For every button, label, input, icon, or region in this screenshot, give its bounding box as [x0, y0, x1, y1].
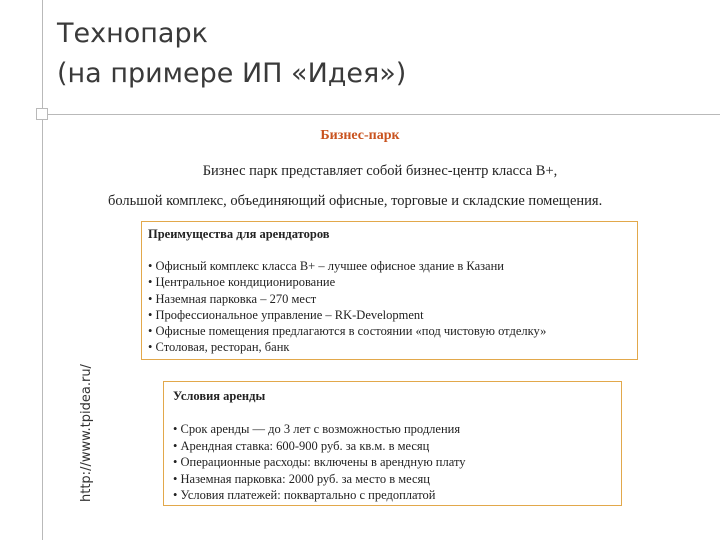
- lease-terms-box: [163, 381, 622, 506]
- title-line-1: Технопарк: [57, 18, 208, 49]
- side-url-link[interactable]: http://www.tpidea.ru/: [79, 364, 94, 502]
- title-line-2: (на примере ИП «Идея»): [57, 58, 407, 89]
- advantages-heading: Преимущества для арендаторов: [148, 227, 330, 241]
- list-item: • Срок аренды — до 3 лет с возможностью продления: [173, 421, 466, 438]
- list-item: • Арендная ставка: 600-900 руб. за кв.м. в месяц: [173, 438, 466, 455]
- advantages-list: [148, 258, 546, 356]
- lease-terms-heading: Условия аренды: [173, 389, 266, 403]
- slide-title: [57, 14, 406, 94]
- list-item: • Профессиональное управление – RK-Development: [148, 307, 546, 323]
- list-item: • Операционные расходы: включены в арендную плату: [173, 454, 466, 471]
- description-line-1: Бизнес парк представляет собой бизнес-центр класса В+,: [202, 163, 558, 179]
- list-item: • Наземная парковка – 270 мест: [148, 291, 546, 307]
- list-item: • Центральное кондиционирование: [148, 274, 546, 290]
- list-item: • Условия платежей: поквартально с предоплатой: [173, 487, 466, 504]
- list-item: • Столовая, ресторан, банк: [148, 339, 546, 355]
- horizontal-rule: [43, 114, 720, 115]
- section-subtitle: Бизнес-парк: [320, 128, 400, 143]
- description-line-2: большой комплекс, объединяющий офисные, торговые и складские помещения.: [108, 193, 603, 209]
- list-item: • Офисный комплекс класса В+ – лучшее офисное здание в Казани: [148, 258, 546, 274]
- list-item: • Офисные помещения предлагаются в состоянии «под чистовую отделку»: [148, 323, 546, 339]
- advantages-box: [141, 221, 638, 360]
- rule-marker: [36, 108, 48, 120]
- lease-terms-list: [173, 421, 466, 504]
- list-item: • Наземная парковка: 2000 руб. за место в месяц: [173, 471, 466, 488]
- vertical-rule: [42, 0, 43, 540]
